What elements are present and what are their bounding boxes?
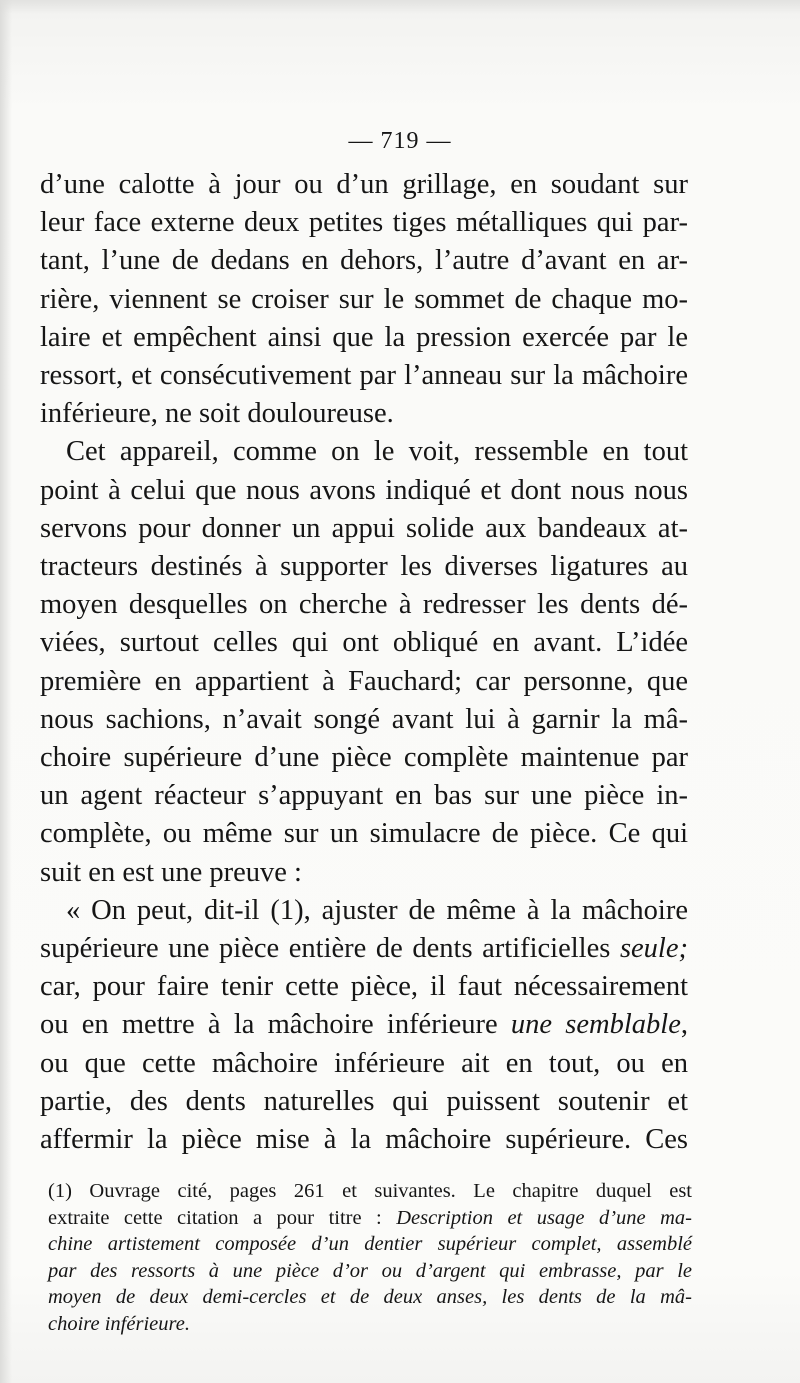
body-line: première en appartient à Fauchard; car personne, que — [40, 665, 688, 697]
body-line: ressort, et consécutivement par l’anneau sur la mâchoire — [40, 360, 688, 392]
body-line: ou en mettre à la mâchoire inférieure une semblable, — [40, 1009, 688, 1041]
body-line: rière, viennent se croiser sur le sommet de chaque mo- — [40, 283, 688, 315]
body-line: tracteurs destinés à supporter les diverses ligatures au — [40, 551, 688, 583]
body-line: « On peut, dit-il (1), ajuster de même à la mâchoire — [66, 894, 688, 926]
page-number: — 719 — — [348, 128, 452, 154]
body-line: leur face externe deux petites tiges métalliques qui par- — [40, 207, 688, 239]
footnote-line: choire inférieure. — [48, 1312, 190, 1335]
page-top-shadow — [0, 0, 800, 14]
body-line: un agent réacteur s’appuyant en bas sur une pièce in- — [40, 780, 688, 812]
body-line: affermir la pièce mise à la mâchoire supérieure. Ces — [40, 1124, 688, 1156]
body-line: tant, l’une de dedans en dehors, l’autre d’avant en ar- — [40, 245, 688, 277]
body-line: suit en est une preuve : — [40, 856, 302, 888]
footnote-line: moyen de deux demi-cercles et de deux anses, les dents de la mâ- — [48, 1286, 692, 1309]
body-line: complète, ou même sur un simulacre de pièce. Ce qui — [40, 818, 688, 850]
body-line: point à celui que nous avons indiqué et dont nous nous — [40, 474, 688, 506]
body-text — [40, 166, 688, 1159]
body-line: laire et empêchent ainsi que la pression exercée par le — [40, 321, 688, 353]
footnote-line: chine artistement composée d’un dentier supérieur complet, assemblé — [48, 1233, 692, 1256]
footnote-line: extraite cette citation a pour titre : Description et usage d’une ma- — [48, 1206, 692, 1229]
body-line: inférieure, ne soit douloureuse. — [40, 398, 394, 430]
footnote-line: par des ressorts à une pièce d’or ou d’argent qui embrasse, par le — [48, 1259, 692, 1282]
body-line: car, pour faire tenir cette pièce, il faut nécessairement — [40, 971, 688, 1003]
body-line: moyen desquelles on cherche à redresser les dents dé- — [40, 589, 688, 621]
body-line: partie, des dents naturelles qui puissent soutenir et — [40, 1085, 688, 1117]
body-line: servons pour donner un appui solide aux bandeaux at- — [40, 512, 688, 544]
body-line: supérieure une pièce entière de dents artificielles seule; — [40, 933, 688, 965]
body-line: ou que cette mâchoire inférieure ait en tout, ou en — [40, 1047, 688, 1079]
body-line: nous sachions, n’avait songé avant lui à garnir la mâ- — [40, 703, 688, 735]
body-line: d’une calotte à jour ou d’un grillage, en soudant sur — [40, 169, 688, 200]
body-line: Cet appareil, comme on le voit, ressemble en tout — [66, 436, 688, 468]
page-left-shadow — [0, 0, 12, 1383]
body-line: choire supérieure d’une pièce complète maintenue par — [40, 742, 688, 774]
body-line: viées, surtout celles qui ont obliqué en avant. L’idée — [40, 627, 688, 659]
footnote — [48, 1178, 692, 1338]
footnote-line: (1) Ouvrage cité, pages 261 et suivantes. Le chapitre duquel est — [48, 1180, 692, 1202]
